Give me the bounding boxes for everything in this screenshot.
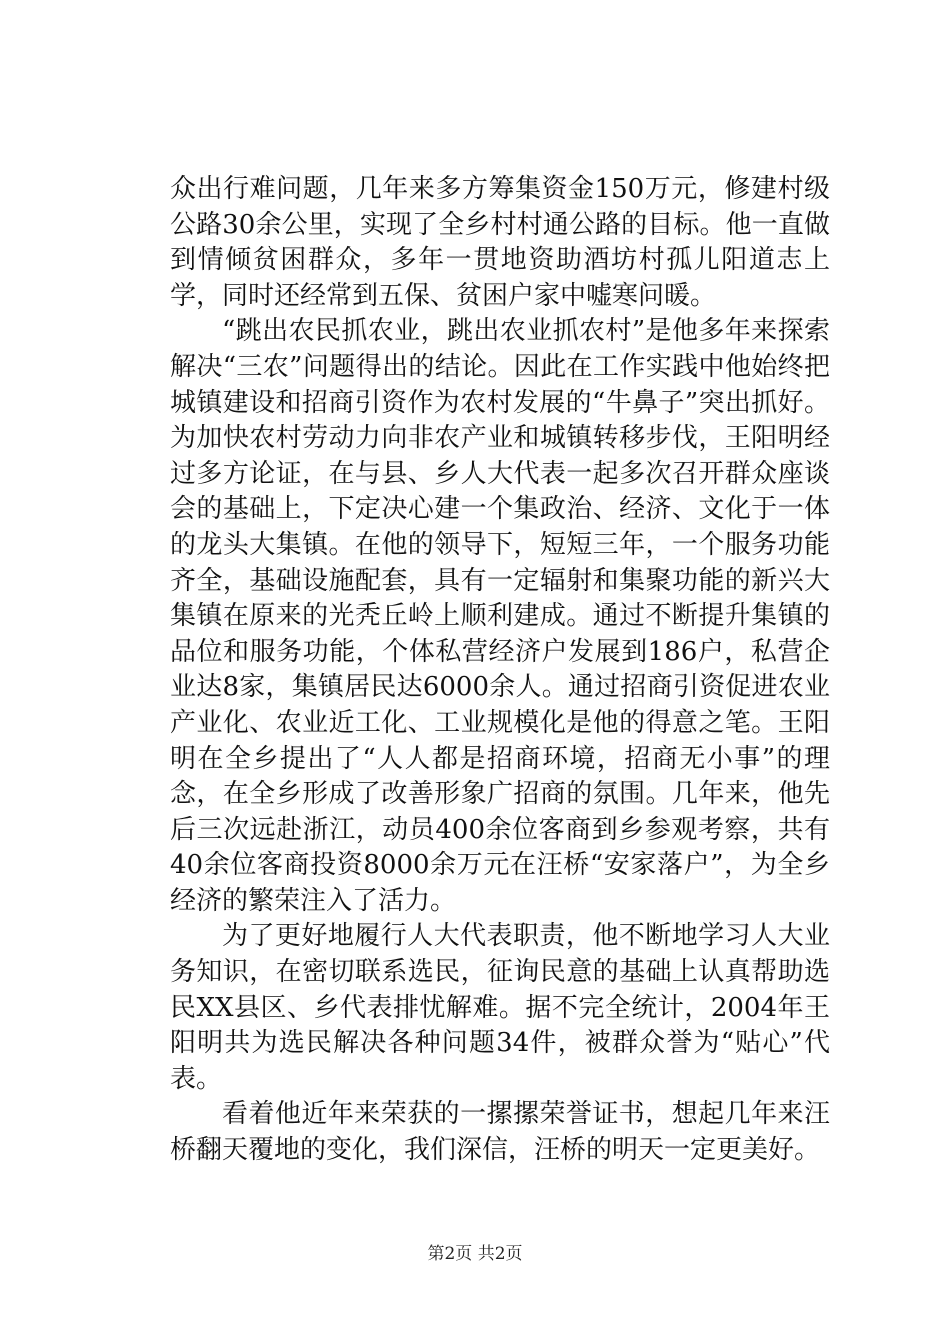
- paragraph-development: “跳出农民抓农业，跳出农业抓农村”是他多年来探索解决“三农”问题得出的结论。因此在工作实践中他始终把城镇建设和招商引资作为农村发展的“牛鼻子”突出抓好。为加快农村劳动力向非农产业和城镇转移步伐，王阳明经过多方论证，在与县、乡人大代表一起多次召开群众座谈会的基础上，下定决心建一个集政治、经济、文化于一体的龙头大集镇。在他的领导下，短短三年，一个服务功能齐全，基础设施配套，具有一定辐射和集聚功能的新兴大集镇在原来的光秃丘岭上顺利建成。通过不断提升集镇的品位和服务功能，个体私营经济户发展到186户，私营企业达8家，集镇居民达6000余人。通过招商引资促进农业产业化、农业近工化、工业规模化是他的得意之笔。王阳明在全乡提出了“人人都是招商环境，招商无小事”的理念，在全乡形成了改善形象广招商的氛围。几年来，他先后三次远赴浙江，动员400余位客商到乡参观考察，共有40余位客商投资8000余万元在汪桥“安家落户”，为全乡经济的繁荣注入了活力。: [170, 316, 830, 916]
- document-body: [170, 172, 830, 1169]
- page-footer: 第2页 共2页: [427, 1244, 523, 1264]
- paragraph-conclusion: 看着他近年来荣获的一摞摞荣誉证书，想起几年来汪桥翻天覆地的变化，我们深信，汪桥的明天一定更美好。: [170, 1099, 830, 1166]
- paragraph-deputy-duties: 为了更好地履行人大代表职责，他不断地学习人大业务知识，在密切联系选民，征询民意的基础上认真帮助选民XX县区、乡代表排忧解难。据不完全统计，2004年王阳明共为选民解决各种问题34件，被群众誉为“贴心”代表。: [170, 921, 830, 1094]
- paragraph-continuation: 众出行难问题，几年来多方筹集资金150万元，修建村级公路30余公里，实现了全乡村村通公路的目标。他一直做到情倾贫困群众，多年一贯地资助酒坊村孤儿阳道志上学，同时还经常到五保、贫困户家中嘘寒问暖。: [170, 174, 830, 311]
